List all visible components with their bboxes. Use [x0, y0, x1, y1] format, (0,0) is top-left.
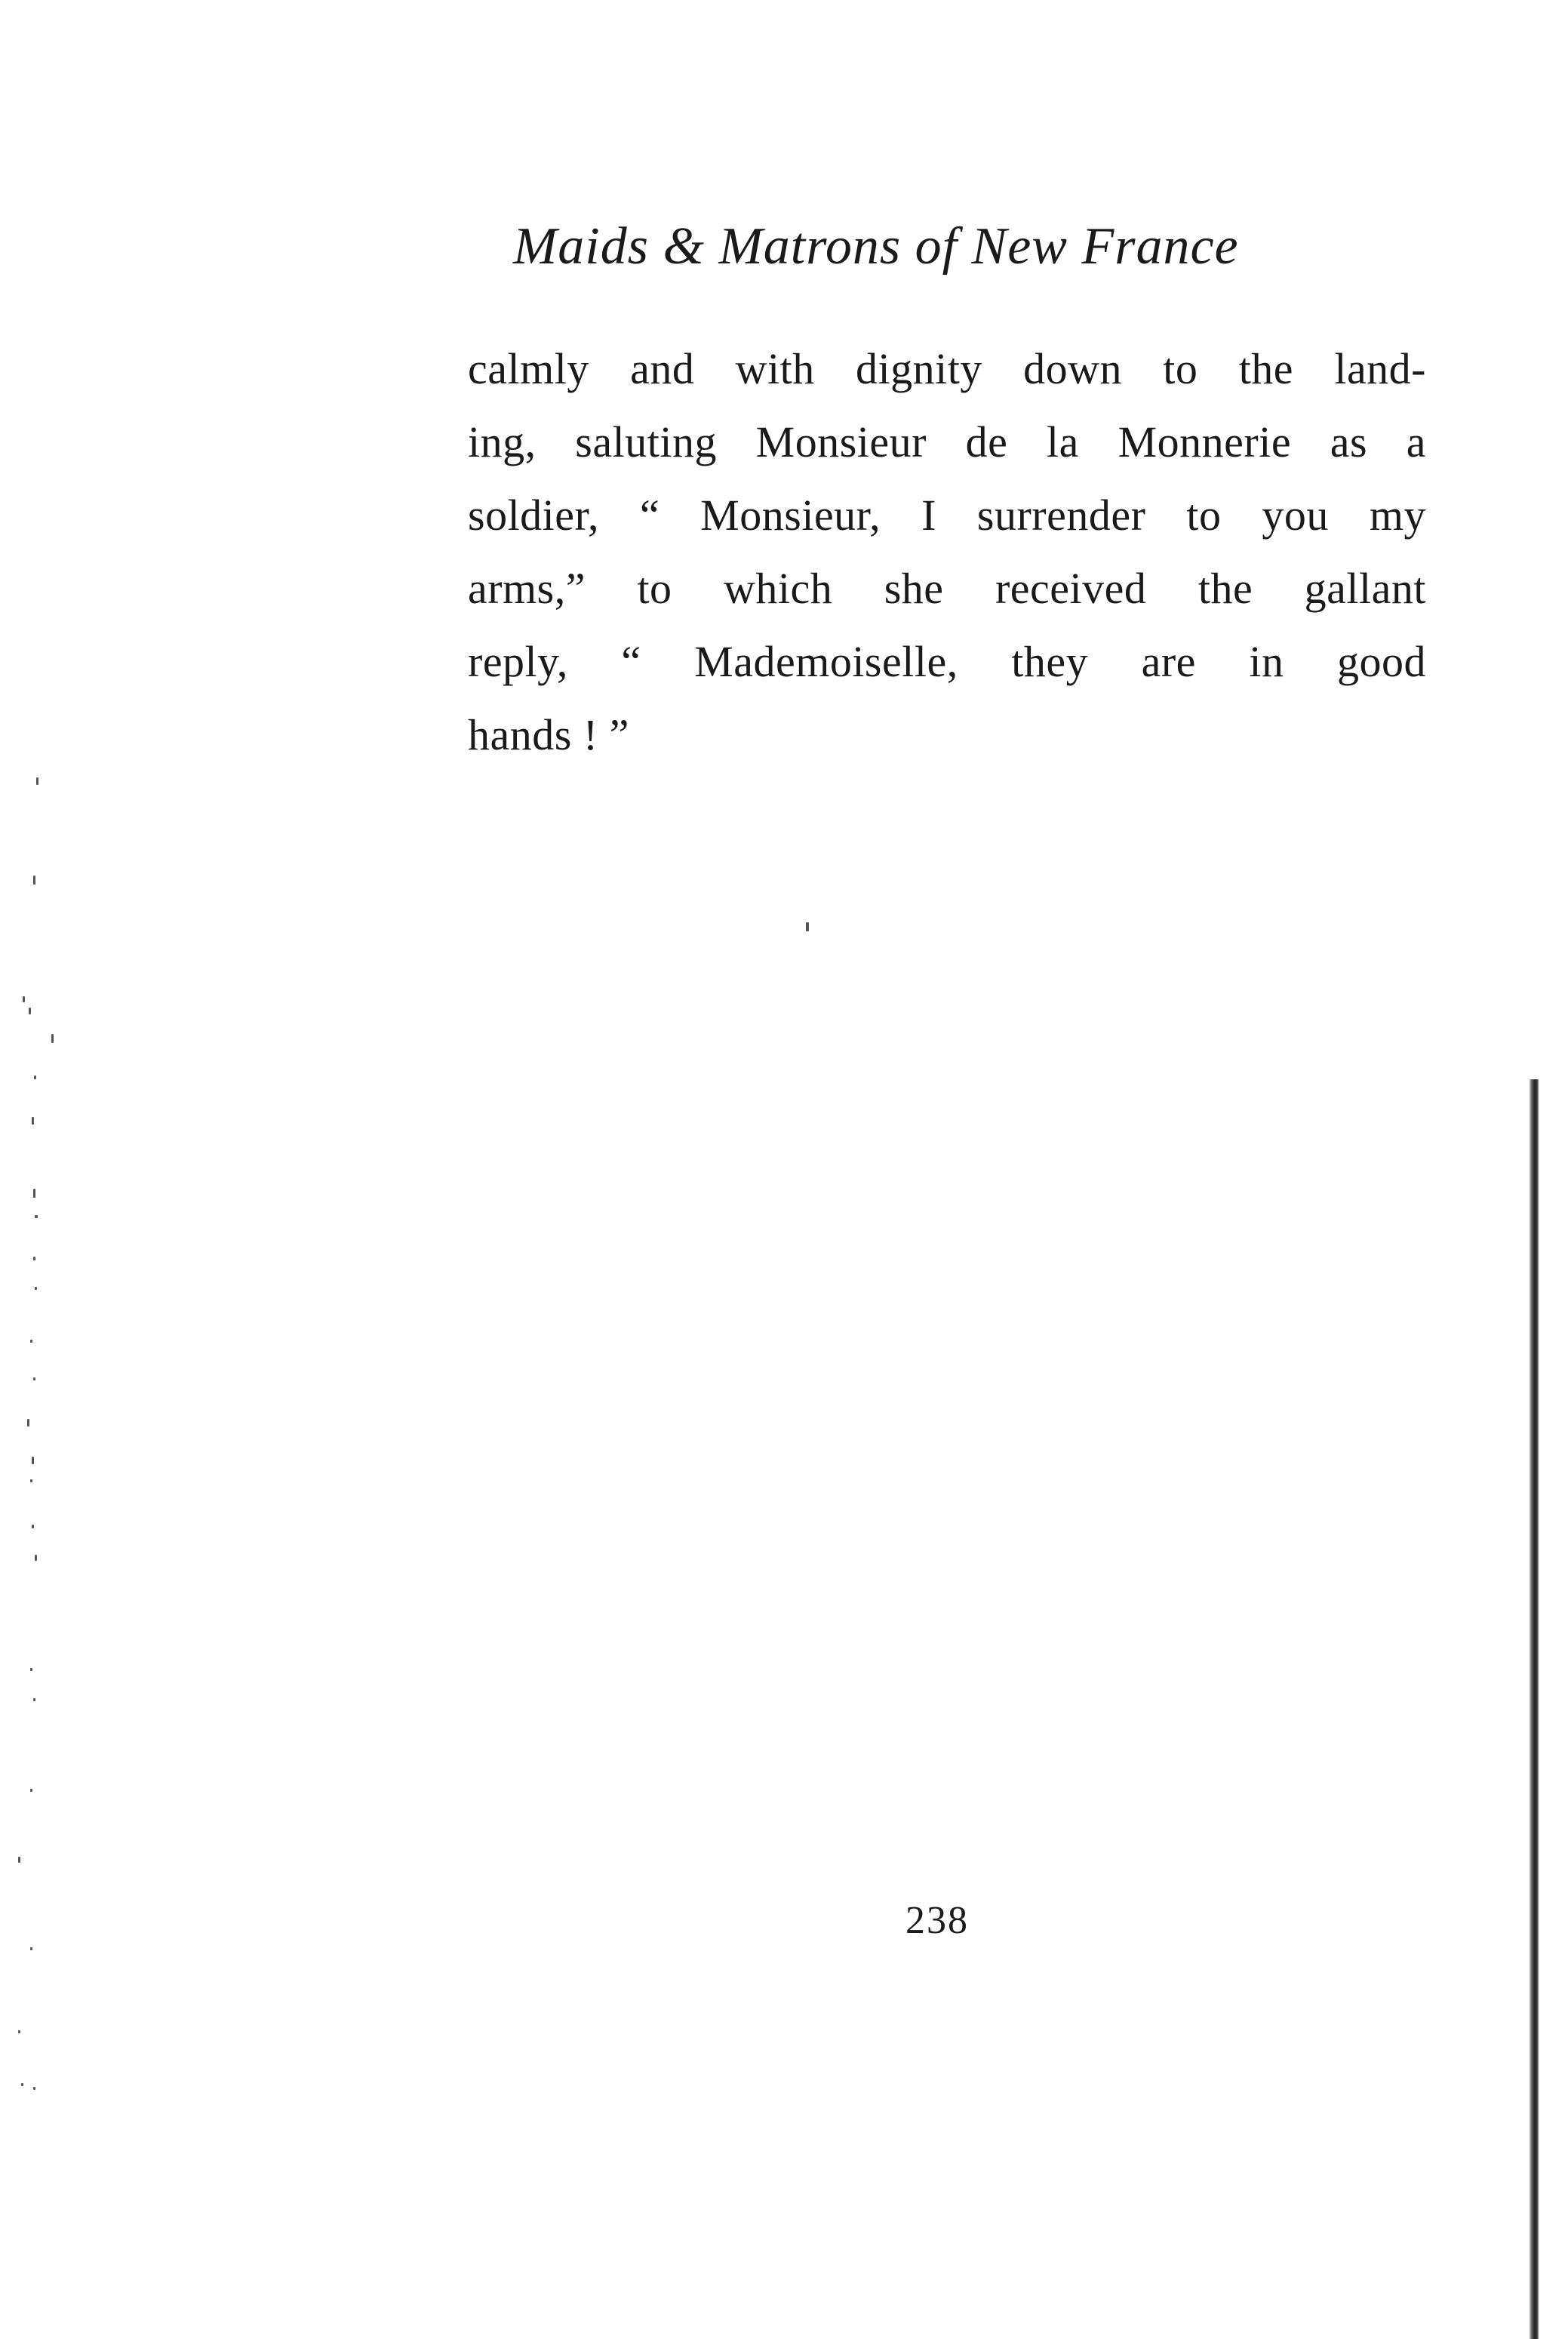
- page-edge-shadow: [1529, 1079, 1539, 2339]
- paragraph-line: reply, “ Mademoiselle, they are in good: [468, 637, 1426, 686]
- running-head: Maids & Matrons of New France: [513, 217, 1239, 275]
- paragraph-line: ing, saluting Monsieur de la Monnerie as a: [468, 417, 1426, 466]
- scan-speck: [806, 922, 809, 931]
- page-number: 238: [905, 1899, 969, 1942]
- paragraph-line: arms,” to which she received the gallant: [468, 564, 1426, 613]
- body-paragraph: [468, 332, 1426, 771]
- scan-specks: [0, 0, 91, 2339]
- paragraph-line: hands ! ”: [468, 710, 629, 759]
- paragraph-line: soldier, “ Monsieur, I surrender to you my: [468, 491, 1426, 540]
- paragraph-line: calmly and with dignity down to the land-: [468, 344, 1426, 393]
